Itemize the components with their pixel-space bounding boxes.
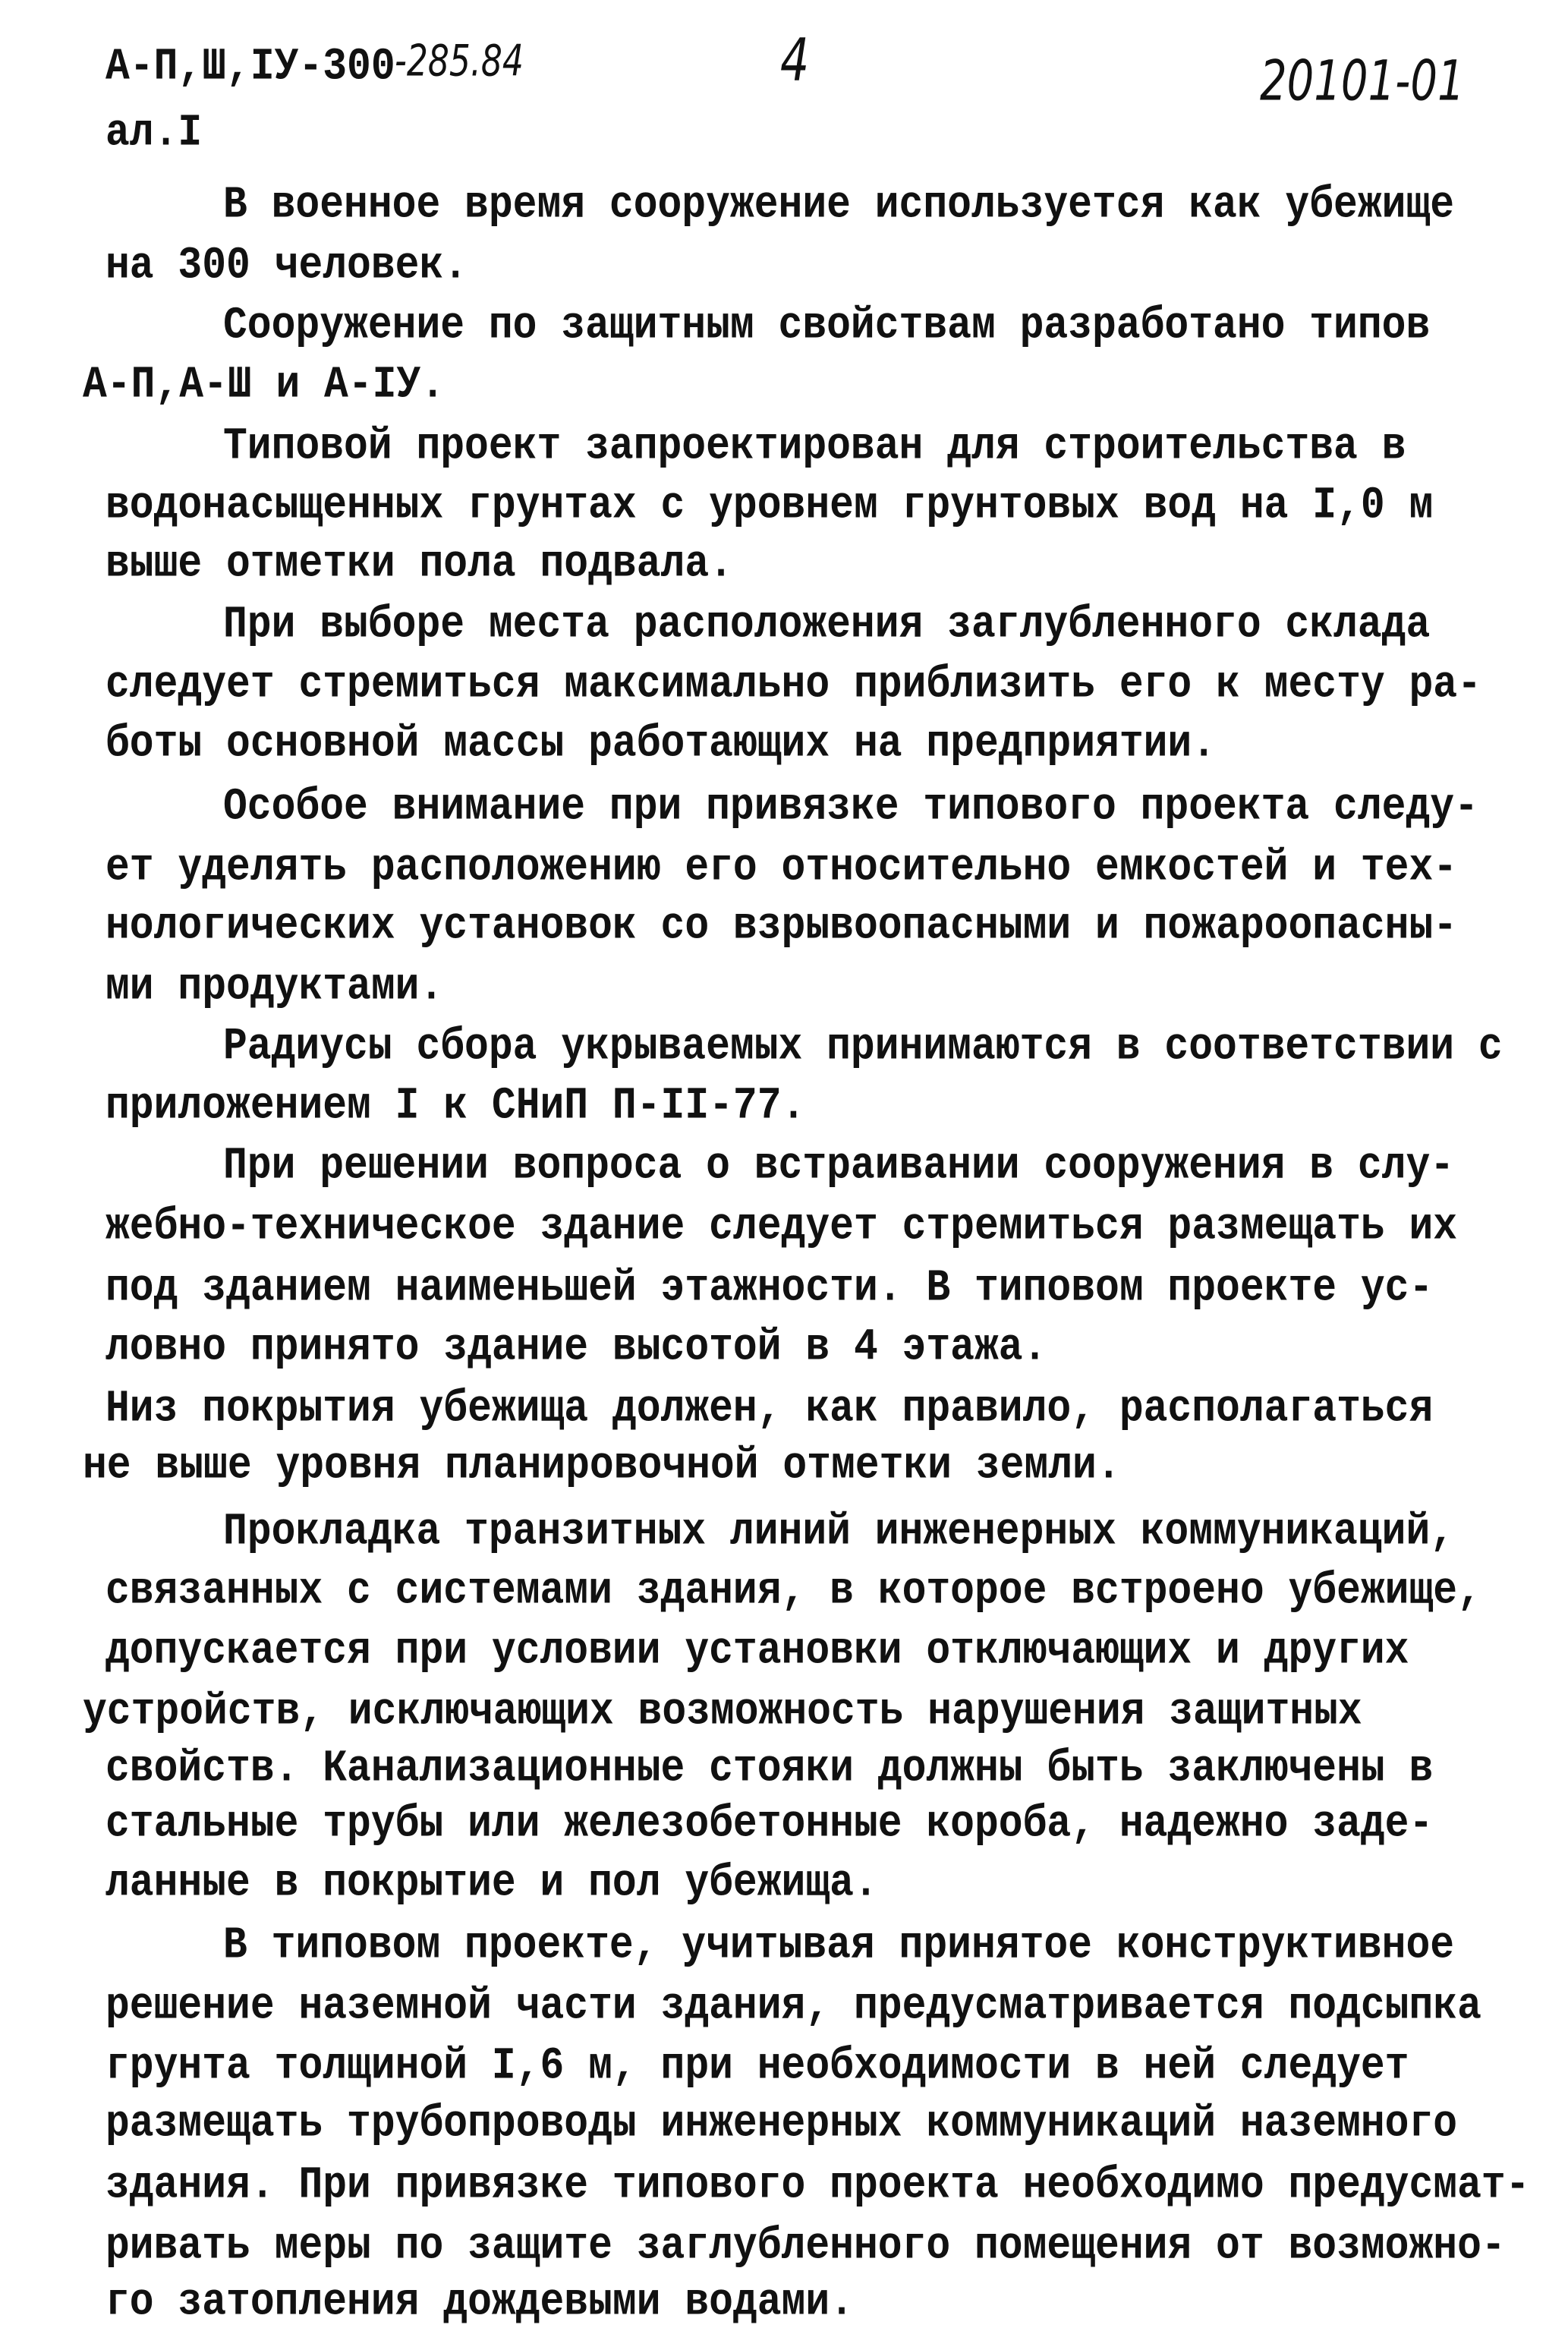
page-number: 4 bbox=[780, 26, 810, 96]
text-line: нологических установок со взрывоопасными и пожароопасны- bbox=[105, 900, 1458, 952]
text-line: ланные в покрытие и пол убежища. bbox=[105, 1857, 878, 1909]
text-line: ет уделять расположению его относительно емкостей и тех- bbox=[105, 842, 1458, 893]
text-line: под зданием наименьшей этажности. В типовом проекте ус- bbox=[105, 1262, 1434, 1314]
text-line: Особое внимание при привязке типового проекта следу- bbox=[223, 781, 1478, 833]
text-line: выше отметки пола подвала. bbox=[105, 538, 733, 590]
text-line: не выше уровня планировочной отметки земли. bbox=[83, 1440, 1121, 1492]
text-line: В военное время сооружение используется как убежище bbox=[223, 179, 1455, 231]
text-line: ловно принято здание высотой в 4 этажа. bbox=[105, 1321, 1047, 1373]
text-line: водонасыщенных грунтах с уровнем грунтовых вод на I,0 м bbox=[105, 480, 1434, 531]
text-line: Сооружение по защитным свойствам разработано типов bbox=[223, 300, 1431, 351]
text-line: решение наземной части здания, предусматривается подсыпка bbox=[105, 1980, 1481, 2032]
text-line: А-П,А-Ш и А-IУ. bbox=[83, 359, 446, 411]
text-line: связанных с системами здания, в которое встроено убежище, bbox=[105, 1565, 1481, 1617]
text-line: Низ покрытия убежища должен, как правило, располагаться bbox=[105, 1383, 1434, 1435]
sheet-label: ал.I bbox=[105, 107, 203, 159]
text-line: следует стремиться максимально приблизить его к месту ра- bbox=[105, 659, 1481, 710]
text-line: ми продуктами. bbox=[105, 961, 444, 1013]
text-line: Типовой проект запроектирован для строительства в bbox=[223, 421, 1406, 472]
text-line: го затопления дождевыми водами. bbox=[105, 2276, 854, 2328]
text-line: здания. При привязке типового проекта необходимо предусмат- bbox=[105, 2159, 1530, 2211]
text-line: допускается при условии установки отключающих и других bbox=[105, 1625, 1409, 1677]
text-line: размещать трубопроводы инженерных коммуникаций наземного bbox=[105, 2098, 1458, 2150]
text-line: свойств. Канализационные стояки должны быть заключены в bbox=[105, 1743, 1434, 1794]
text-line: устройств, исключающих возможность нарушения защитных bbox=[83, 1686, 1362, 1737]
text-line: приложением I к СНиП П-II-77. bbox=[105, 1080, 806, 1132]
text-line: ривать меры по защите заглубленного помещения от возможно- bbox=[105, 2220, 1506, 2272]
text-line: Прокладка транзитных линий инженерных коммуникаций, bbox=[223, 1506, 1455, 1558]
text-line: В типовом проекте, учитывая принятое конструктивное bbox=[223, 1920, 1455, 1971]
text-line: на 300 человек. bbox=[105, 240, 468, 291]
document-code: А-П,Ш,IУ-300 bbox=[105, 41, 395, 93]
text-line: грунта толщиной I,6 м, при необходимости в ней следует bbox=[105, 2040, 1409, 2092]
document-number: 20101-01 bbox=[1260, 49, 1465, 114]
text-line: боты основной массы работающих на предприятии. bbox=[105, 718, 1217, 770]
handwritten-code: -285.84 bbox=[395, 36, 524, 87]
text-line: стальные трубы или железобетонные короба, надежно заде- bbox=[105, 1798, 1434, 1850]
text-line: При решении вопроса о встраивании сооружения в слу- bbox=[223, 1140, 1455, 1192]
text-line: жебно-техническое здание следует стремиться размещать их bbox=[105, 1201, 1458, 1252]
text-line: Радиусы сбора укрываемых принимаются в соответствии с bbox=[223, 1021, 1503, 1073]
text-line: При выборе места расположения заглубленного склада bbox=[223, 599, 1431, 650]
